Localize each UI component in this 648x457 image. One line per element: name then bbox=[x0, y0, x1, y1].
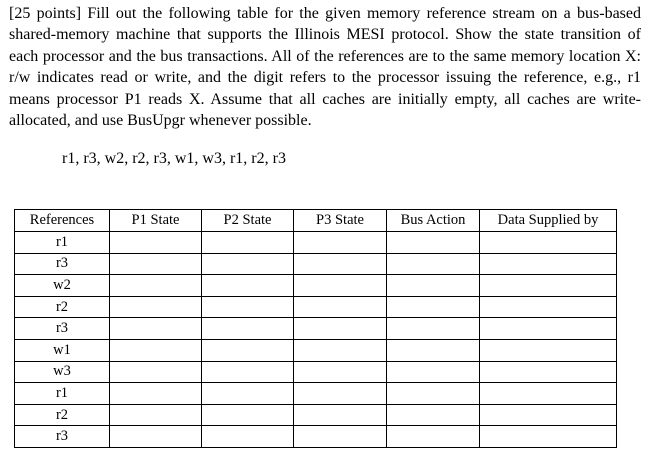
p1-state-cell[interactable] bbox=[110, 404, 202, 426]
p1-state-cell[interactable] bbox=[110, 318, 202, 340]
data-supplied-by-cell[interactable] bbox=[480, 232, 617, 254]
bus-action-cell[interactable] bbox=[387, 361, 480, 383]
data-supplied-by-cell[interactable] bbox=[480, 361, 617, 383]
p2-state-cell[interactable] bbox=[202, 318, 294, 340]
reference-cell: r3 bbox=[15, 253, 110, 275]
p3-state-cell[interactable] bbox=[294, 232, 387, 254]
data-supplied-by-cell[interactable] bbox=[480, 339, 617, 361]
p1-state-cell[interactable] bbox=[110, 339, 202, 361]
data-supplied-by-cell[interactable] bbox=[480, 318, 617, 340]
bus-action-cell[interactable] bbox=[387, 275, 480, 297]
bus-action-cell[interactable] bbox=[387, 383, 480, 405]
p3-state-cell[interactable] bbox=[294, 404, 387, 426]
table-header-row bbox=[15, 210, 617, 232]
bus-action-cell[interactable] bbox=[387, 253, 480, 275]
table-row bbox=[15, 318, 617, 340]
p1-state-cell[interactable] bbox=[110, 232, 202, 254]
p3-state-cell[interactable] bbox=[294, 426, 387, 448]
reference-cell: r1 bbox=[15, 383, 110, 405]
reference-cell: r3 bbox=[15, 318, 110, 340]
table-row bbox=[15, 253, 617, 275]
p2-state-cell[interactable] bbox=[202, 275, 294, 297]
p2-state-cell[interactable] bbox=[202, 339, 294, 361]
table-row bbox=[15, 426, 617, 448]
data-supplied-by-cell[interactable] bbox=[480, 383, 617, 405]
header-references: References bbox=[15, 210, 110, 232]
p3-state-cell[interactable] bbox=[294, 296, 387, 318]
p1-state-cell[interactable] bbox=[110, 361, 202, 383]
bus-action-cell[interactable] bbox=[387, 318, 480, 340]
header-p2-state: P2 State bbox=[202, 210, 294, 232]
p2-state-cell[interactable] bbox=[202, 426, 294, 448]
reference-cell: w2 bbox=[15, 275, 110, 297]
p3-state-cell[interactable] bbox=[294, 318, 387, 340]
bus-action-cell[interactable] bbox=[387, 339, 480, 361]
reference-cell: w1 bbox=[15, 339, 110, 361]
p3-state-cell[interactable] bbox=[294, 361, 387, 383]
p2-state-cell[interactable] bbox=[202, 232, 294, 254]
p1-state-cell[interactable] bbox=[110, 275, 202, 297]
p2-state-cell[interactable] bbox=[202, 296, 294, 318]
p2-state-cell[interactable] bbox=[202, 404, 294, 426]
p2-state-cell[interactable] bbox=[202, 383, 294, 405]
header-p1-state: P1 State bbox=[110, 210, 202, 232]
mesi-table bbox=[14, 209, 617, 448]
data-supplied-by-cell[interactable] bbox=[480, 253, 617, 275]
bus-action-cell[interactable] bbox=[387, 426, 480, 448]
table-row bbox=[15, 383, 617, 405]
reference-stream: r1, r3, w2, r2, r3, w1, w3, r1, r2, r3 bbox=[62, 150, 286, 167]
p3-state-cell[interactable] bbox=[294, 383, 387, 405]
p1-state-cell[interactable] bbox=[110, 253, 202, 275]
table-row bbox=[15, 232, 617, 254]
data-supplied-by-cell[interactable] bbox=[480, 275, 617, 297]
bus-action-cell[interactable] bbox=[387, 232, 480, 254]
p1-state-cell[interactable] bbox=[110, 426, 202, 448]
p2-state-cell[interactable] bbox=[202, 361, 294, 383]
reference-cell: r3 bbox=[15, 426, 110, 448]
table-row bbox=[15, 339, 617, 361]
header-data-supplied-by: Data Supplied by bbox=[480, 210, 617, 232]
data-supplied-by-cell[interactable] bbox=[480, 426, 617, 448]
p3-state-cell[interactable] bbox=[294, 339, 387, 361]
p3-state-cell[interactable] bbox=[294, 275, 387, 297]
reference-cell: r2 bbox=[15, 404, 110, 426]
table-row bbox=[15, 275, 617, 297]
data-supplied-by-cell[interactable] bbox=[480, 404, 617, 426]
question-text: [25 points] Fill out the following table for the given memory reference stream on a bus-based shared-memory machine that supports the Illinois MESI protocol. Show the state transition of each processor and the bus transactions. All of the references are to the same memory location X: r/w indicates read or write, and the digit refers to the processor issuing the reference, e.g., r1 means processor P1 reads X. Assume that all caches are initially empty, all caches are write-allocated, and use BusUpgr whenever possible. bbox=[9, 5, 641, 130]
header-bus-action: Bus Action bbox=[387, 210, 480, 232]
p1-state-cell[interactable] bbox=[110, 296, 202, 318]
table-row bbox=[15, 361, 617, 383]
p2-state-cell[interactable] bbox=[202, 253, 294, 275]
header-p3-state: P3 State bbox=[294, 210, 387, 232]
reference-cell: r2 bbox=[15, 296, 110, 318]
bus-action-cell[interactable] bbox=[387, 296, 480, 318]
table-row bbox=[15, 296, 617, 318]
p3-state-cell[interactable] bbox=[294, 253, 387, 275]
bus-action-cell[interactable] bbox=[387, 404, 480, 426]
data-supplied-by-cell[interactable] bbox=[480, 296, 617, 318]
table-row bbox=[15, 404, 617, 426]
p1-state-cell[interactable] bbox=[110, 383, 202, 405]
reference-cell: w3 bbox=[15, 361, 110, 383]
table-body bbox=[15, 232, 617, 448]
reference-cell: r1 bbox=[15, 232, 110, 254]
